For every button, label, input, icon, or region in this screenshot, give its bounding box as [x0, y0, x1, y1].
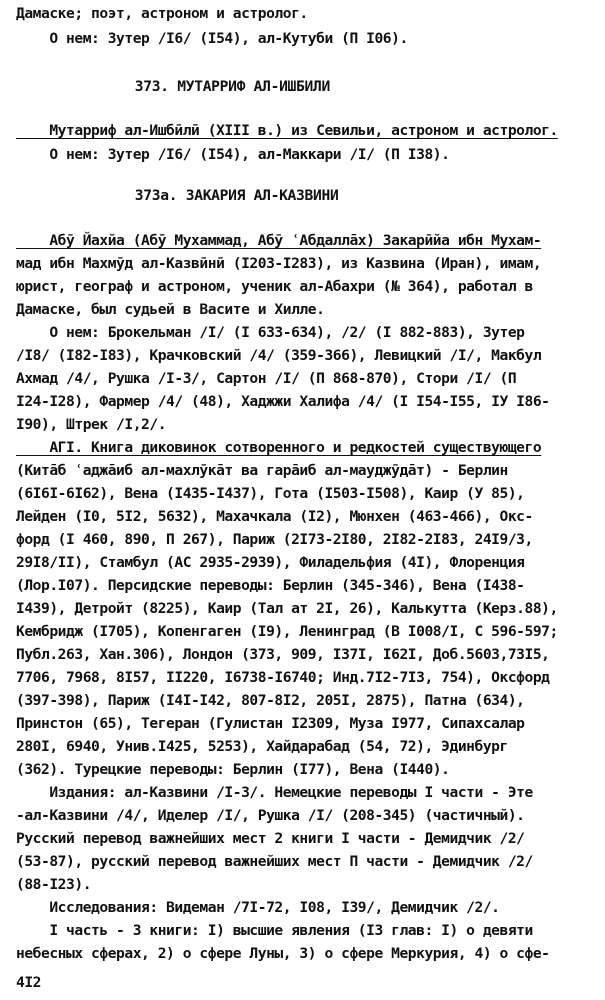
- text-line: /I8/ (I82-I83), Крачковский /4/ (359-366), Левицкий /I/, Макбул: [16, 347, 542, 364]
- text-line: Лейден (I0, 5I2, 5632), Махачкала (I2), Мюнхен (463-466), Окс-: [16, 508, 533, 525]
- text-line: Русский перевод важнейших мест 2 книги I части - Демидчик /2/: [16, 830, 525, 847]
- text-line: I439), Детройт (8225), Каир (Тал ат 2I, 26), Калькутта (Керз.88),: [16, 600, 558, 617]
- text-line: О нем: Брокельман /I/ (I 633-634), /2/ (I 882-883), Зутер: [16, 324, 525, 341]
- text-line: Дамаске, был судьей в Васите и Хилле.: [16, 301, 325, 318]
- text-line: АГI. Книга диковинок сотворенного и редкостей существующего: [16, 439, 542, 456]
- text-line: (362). Турецкие переводы: Берлин (I77), Вена (I440).: [16, 761, 450, 778]
- text-line: Исследования: Видеман /7I-72, I08, I39/, Демидчик /2/.: [16, 899, 500, 916]
- text-line: Публ.263, Хан.306), Лондон (373, 909, I37I, I62I, Доб.5603,73I5,: [16, 646, 550, 663]
- text-line: (53-87), русский перевод важнейших мест П части - Демидчик /2/: [16, 853, 533, 870]
- text-line: I90), Штрек /I,2/.: [16, 416, 167, 433]
- text-line: (6I6I-6I62), Вена (I435-I437), Гота (I503-I508), Каир (У 85),: [16, 485, 525, 502]
- text-line: Дамаске; поэт, астроном и астролог.: [16, 5, 308, 22]
- text-line: 280I, 6940, Унив.I425, 5253), Хайдарабад (54, 72), Эдинбург: [16, 738, 508, 755]
- text-line: Кембридж (I705), Копенгаген (I9), Ленинград (В I008/I, С 596-597;: [16, 623, 558, 640]
- text-line: О нем: Зутер /I6/ (I54), ал-Кутуби (П I06).: [16, 30, 408, 47]
- text-line: Ахмад /4/, Рушка /I-3/, Сартон /I/ (П 868-870), Стори /I/ (П: [16, 370, 517, 387]
- text-line: (Китāб ʿаджāиб ал-махлӯкāт ва гарāиб ал-мауджӯдāт) - Берлин: [16, 462, 508, 479]
- text-line: 29I8/II), Стамбул (АС 2935-2939), Филадельфия (4I), Флоренция: [16, 554, 525, 571]
- text-line: мад ибн Махмӯд ал-Казвӣнӣ (I203-I283), из Казвина (Иран), имам,: [16, 255, 542, 272]
- text-line: I24-I28), Фармер /4/ (48), Хаджжи Халифа /4/ (I I54-I55, IУ I86-: [16, 393, 550, 410]
- text-line: форд (I 460, 890, П 267), Париж (2I73-2I80, 2I82-2I83, 24I9/3,: [16, 531, 533, 548]
- text-line: (Лор.I07). Персидские переводы: Берлин (345-346), Вена (I438-: [16, 577, 525, 594]
- text-line: (88-I23).: [16, 876, 92, 893]
- text-line: Издания: ал-Казвини /I-3/. Немецкие переводы I части - Эте: [16, 784, 533, 801]
- text-line: небесных сферах, 2) о сфере Луны, 3) о сфере Меркурия, 4) о сфе-: [16, 945, 550, 962]
- text-line: О нем: Зутер /I6/ (I54), ал-Маккари /I/ (П I38).: [16, 146, 450, 163]
- section-heading: 373. МУТАРРИФ АЛ-ИШБИЛИ: [16, 78, 330, 95]
- page-number: 4I2: [16, 974, 42, 991]
- text-line: I часть - 3 книги: I) высшие явления (I3 глав: I) о девяти: [16, 922, 533, 939]
- text-line: юрист, географ и астроном, ученик ал-Абахри (№ 364), работал в: [16, 278, 533, 295]
- text-line: -ал-Казвини /4/, Иделер /I/, Рушка /I/ (208-345) (частичный).: [16, 807, 525, 824]
- section-heading: 373а. ЗАКАРИЯ АЛ-КАЗВИНИ: [16, 187, 339, 204]
- text-line: Абӯ Йахйа (Абӯ Мухаммад, Абӯ ʿАбдаллāх) Закарӣйа ибн Мухам-: [16, 232, 542, 249]
- text-line: Принстон (65), Тегеран (Гулистан I2309, Муза I977, Сипахсалар: [16, 715, 525, 732]
- text-line: 7706, 7968, 8I57, II220, I6738-I6740; Инд.7I2-7I3, 754), Оксфорд: [16, 669, 550, 686]
- text-line: Мутарриф ал-Ишбӣлӣ (XIII в.) из Севильи, астроном и астролог.: [16, 122, 558, 139]
- text-line: (397-398), Париж (I4I-I42, 807-8I2, 205I, 2875), Патна (634),: [16, 692, 525, 709]
